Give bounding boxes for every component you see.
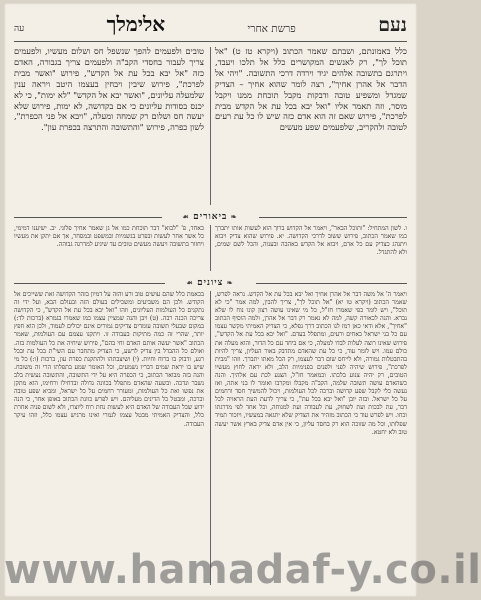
biurim-right-note: ו. לשון המתחיל: "ותוכל הבאר", ויאמר אל הקדוש ברוך הוא לעשות אותו יתברך כמו שאמר הכתוב, פירוש ששוב לדרכי הקדושה. יא. פירוש שהוא צדיק ויבוא ויתנהג כצדיק עם כל אדם, ויבוא אל הקדש באהבה ובענוה, והכל לשם שמים, ולא להתגדל. bbox=[215, 225, 407, 257]
column-divider bbox=[210, 47, 211, 205]
portion-name: פרשת אחרי bbox=[247, 23, 296, 35]
biurim-label: ביאורים bbox=[193, 212, 228, 222]
website-watermark: www.hamadaf-y.co.il bbox=[4, 547, 481, 593]
ziunim-divider bbox=[210, 291, 211, 585]
book-page bbox=[4, 3, 481, 597]
ziunim-right-column: ויאמר ה' אל משה דבר אל אהרן אחיך ואל יבא בכל עת אל הקדש. נראה לפרש, שאמר הכתוב (ויקרא טו יא) "אל תוכל לך", צריך להבין, למה אמר "כי לא תוכל", ויש לומר כפי שאמרו חז"ל, כל מי שאינו עושה רצון קונו נוח לו שלא נברא. והנה לכאורה קשה, למה לא נאמר רק דבר אל אהרן, ולמה הוסיף הכתוב "אחיך", אלא ודאי כאן רמז לנו הכתוב דרך נפלא, כי הצדיק האמיתי מקשר עצמו עם כל בני ישראל כאחים ורעים, ומתפלל בעדם. "ואל יבא בכל עת אל הקדש", פירוש שאינו רוצה לעלות לבדו למעלה, כי אם ביחד עם כל הדור, והוא מעלה את כולם עמו. ויש לומר עוד, כי כל עת שהאדם מתדבק באור העליון, צריך להיות בהתבטלות גמורה, ולא לייחס שום דבר לעצמו, רק הכל מאתו יתברך. וזהו "מבית לפרכת", פירוש שיהיה לפני ולפנים בפנימיות הלב, ולא יראה לחוץ מעשיו הטובים, רק יהיה צנוע בלכתו. וכמאמר חז"ל, הצנע לכת עם אלהיך. והנה כשהאדם עושה תשובה שלמה, הקב"ה מקבלו ומקרבו ואומר לו בני אתה, ואז נעשה כלי לקבל שפע קדושה וברכה לכל העולמות, ויכול להמשיך חסד ורחמים על כל ישראל. ובזה יובן "ואל יבא בכל עת", כי צריך לדעת העת הראויה לכל דבר, עת לבכות ועת לשחוק, עת לעבודה ועת למנוחה, וכל אחד לפי מדרגתו וכחו. ויש לפרש עוד כי הכתוב מזהיר את הצדיק שלא יתגאה במעשיו, ויזכור תמיד שפלותו, וכל מה שזוכה הוא רק בחסד עליון, כי אין אדם צדיק בארץ אשר יעשה טוב ולא יחטא. bbox=[215, 291, 407, 436]
page-number: עה bbox=[14, 24, 25, 34]
main-text-right-column: כלל באמונתם, ושבתם שאמר הכתוב (ויקרא טז ט) "אל תוכל לך", רק לאנשים המקושרים כלל אל תלכו ויעבד, ויתרגם בתשובה אלהים יגיד וירדה דרכי התשובה. "ויהי אל הדבר אל אהרן אחיך", רצה לומר שהוא אחיך – הצדיק שמגדל ומשפיע טובה ודבקות מקבל תוכחת ממנו ויקבל מוסר, וזה תאמר אליו "ואל יבא בכל עת אל הקדש מבית לפרכת", פירוש שאם זה הוא אדם כזה שיש לו כל עת רעים לטובה ולהקריב, שלפעמים שפע מעשים bbox=[215, 46, 407, 133]
book-title: נעם bbox=[378, 14, 407, 36]
biurim-rule-left bbox=[14, 217, 162, 218]
biurim-heading: ❧ ביאורים ☙ bbox=[182, 212, 238, 222]
header-rule bbox=[14, 41, 407, 42]
biurim-divider bbox=[210, 225, 211, 271]
ziunim-heading: ❧ ציונים ☙ bbox=[186, 278, 234, 288]
main-text-left-column: טובים ולפעמים להפך שנשפל חס ושלום מעשיו, ולפעמים צריך לעבור בחסדי הקב"ה ולפעמים צריך בגבורה, האדם כזה "אל יבא בכל עת אל הקדש", פירוש "ואשר מבית לפרכת", פירוש שיבין ויבחין בעצמו היטב ויראה ענין שלמעלה עליונים, "ואשר יבא אל הקדש" "לא ימות", כי לא יכנס בסודות עליונים כי אם בקדושה, לא ימות, פירוש שלא יעשה חס ושלום רק שמחה ומעלה, "ויבא אל פני הכפרת", לשון כפרה, פירוש "והתשובה והתרצה בכפרת עון". bbox=[14, 46, 204, 133]
ziunim-rule-right bbox=[256, 283, 407, 284]
author-title: אלימלך bbox=[106, 12, 166, 36]
ziunim-label: ציונים bbox=[197, 278, 224, 288]
page-header bbox=[14, 12, 407, 37]
biurim-left-note: כאחד, פ' "לבוא" דבר תוכחת כמו אל גן שאמר אחיך פלוני. יב. ישיענו דמימי, כל אשר אחר לעשות ובפרט בגשמיות ובמשפט ובמסחר, אך אם יתקן את מעשיו ויחזור בתשובה ויעשה מעשים טובים עד שיגיע למדרגה גבוהה. bbox=[14, 225, 204, 249]
biurim-rule-right bbox=[259, 217, 407, 218]
ziunim-left-column: בכאמת כלל שהם עושים טוב ורע והזה על דמיון בזהר הקדושה זאת ששייכים אל הקודש. ולכן הם משביעים ומשכילים בעולם הזה ובעולם הבא, ועל ידי זה נתקנים כל העולמות העליונים, וזהו "ואל יבא בכל עת אל הקדש", כי הקדושה צריכה הכנה רבה. (ט) ויבן והנה שמציין עצמו כמו שאמרו בגמרא (ברכות לד:) במקום שבעלי תשובה עומדים צדיקים גמורים אינם יכולים לעמוד, ולכן הוא חפץ יותר, שהרי זה כמה מתיקות בעבודה זו. ויתקנו עצמם עם העולמות, שאמר הכתוב "אשר יעשה אותם האדם וחי בהם", פירוש שיחיה את כל העולמות בזה. ואולם כל ההבדל בין צדיק לרשע, כי הצדיק מתחבר עם השי"ת בכל עת ובכל רגע, ודבוק בו ברוח וחיות. (י) ושיצבתהו ולהתקנת כפרת עון, ברכות (ו:) כל מי שיש בו יראת שמים דבריו נשמעים, וכל האומר שמע בתפלתו הרי זה משובח. והנה בזה מבואר הכתוב, כי הכפרה היא על ידי התשובה, והתשובה נעשית בלב נשבר ונדכה. ובשעה שהאדם מתפלל בכוונה גדולה ובדחילו ורחימו, הוא מתקן את נפשו ואת כל העולמות, ומעורר רחמים על כל ישראל, ומביא שפע טובה וברכה, ומבטל כל הדינים מעליהם. ויש לפרש כוונת הכתוב באופן אחר, כי הנה ידוע שכל העבודה של האדם היא לעשות נחת רוח ליוצרו, ולא לשום פניה אחרת כלל, והצדיק האמיתי מבטל עצמו לגמרי ואינו מרגיש עצמו כלל, וזהו עיקר העבודה. bbox=[14, 291, 204, 428]
ziunim-rule-left bbox=[14, 283, 165, 284]
